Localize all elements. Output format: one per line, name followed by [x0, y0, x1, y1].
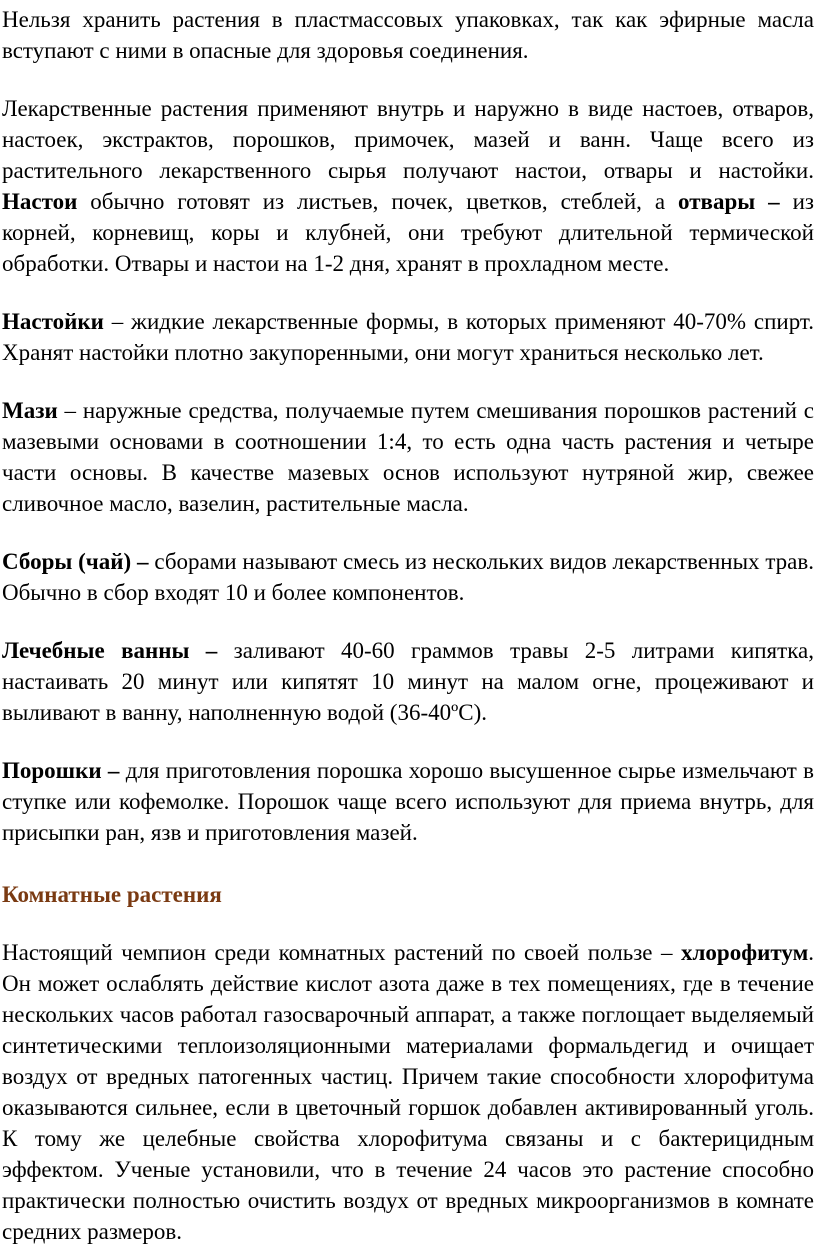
- paragraph-gap: [2, 848, 814, 875]
- paragraph-gap: [2, 519, 814, 546]
- paragraph-gap: [2, 728, 814, 755]
- term-ointments: Мази: [2, 398, 58, 423]
- paragraph-baths: [2, 635, 814, 728]
- paragraph-gap: [2, 279, 814, 306]
- term-chlorophytum: хлорофитум: [681, 940, 809, 965]
- chlorophytum-intro-text: Настоящий чемпион среди комнатных растений по своей пользе –: [2, 940, 682, 965]
- baths-text: заливают 40-60 граммов травы 2-5 литрами кипятка, настаивать 20 минут или кипятят 10 минут на малом огне, процеживают и выливают в ванну, наполненную водой (36-40ºC).: [2, 638, 814, 725]
- section-heading: Комнатные растения: [2, 882, 222, 907]
- forms-intro-text: Лекарственные растения применяют внутрь и наружно в виде настоев, отваров, настоек, экстрактов, порошков, примочек, мазей и ванн. Чаще всего из растительного лекарственного сырья получают настои, отвары и настойки.: [2, 96, 814, 183]
- paragraph-storage: [2, 4, 814, 66]
- term-powders: Порошки –: [2, 758, 120, 783]
- teas-text: сборами называют смесь из нескольких видов лекарственных трав. Обычно в сбор входят 10 и более компонентов.: [2, 549, 814, 605]
- paragraph-powders: [2, 755, 814, 848]
- storage-text: Нельзя хранить растения в пластмассовых упаковках, так как эфирные масла вступают с ними в опасные для здоровья соединения.: [2, 7, 814, 63]
- ointments-text: – наружные средства, получаемые путем смешивания порошков растений с мазевыми основами в соотношении 1:4, то есть одна часть растения и четыре части основы. В качестве мазевых основ используют нутряной жир, свежее сливочное масло, вазелин, растительные масла.: [2, 398, 814, 516]
- paragraph-chlorophytum: [2, 937, 814, 1247]
- paragraph-teas: [2, 546, 814, 608]
- forms-mid-text: обычно готовят из листьев, почек, цветков, стеблей, а: [77, 189, 679, 214]
- paragraph-gap: [2, 66, 814, 93]
- paragraph-forms: [2, 93, 814, 279]
- chlorophytum-text: . Он может ослаблять действие кислот азота даже в тех помещениях, где в течение нескольких часов работал газосварочный аппарат, а также поглощает выделяемый синтетическими теплоизоляционными материалами формальдегид и очищает воздух от вредных патогенных частиц. Причем такие способности хлорофитума оказываются сильнее, если в цветочный горшок добавлен активированный уголь. К тому же целебные свойства хлорофитума связаны и с бактерицидным эффектом. Ученые установили, что в течение 24 часов это растение способно практически полностью очистить воздух от вредных микроорганизмов в комнате средних размеров.: [2, 940, 814, 1244]
- term-infusions: Настои: [2, 189, 78, 214]
- paragraph-tinctures: [2, 306, 814, 368]
- paragraph-gap: [2, 368, 814, 395]
- forms-end-text: из корней, корневищ, коры и клубней, они требуют длительной термической обработки. Отвары и настои на 1-2 дня, хранят в прохладном месте.: [2, 189, 814, 276]
- term-decoctions: отвары –: [678, 189, 780, 214]
- term-baths: Лечебные ванны –: [2, 638, 218, 663]
- paragraph-gap: [2, 608, 814, 635]
- powders-text: для приготовления порошка хорошо высушенное сырье измельчают в ступке или кофемолке. Порошок чаще всего используют для приема внутрь, для присыпки ран, язв и приготовления мазей.: [2, 758, 814, 845]
- term-teas: Сборы (чай) –: [2, 549, 149, 574]
- paragraph-ointments: [2, 395, 814, 519]
- paragraph-gap: [2, 910, 814, 937]
- term-tinctures: Настойки: [2, 309, 104, 334]
- tinctures-text: – жидкие лекарственные формы, в которых применяют 40-70% спирт. Хранят настойки плотно закупоренными, они могут храниться несколько лет.: [2, 309, 814, 365]
